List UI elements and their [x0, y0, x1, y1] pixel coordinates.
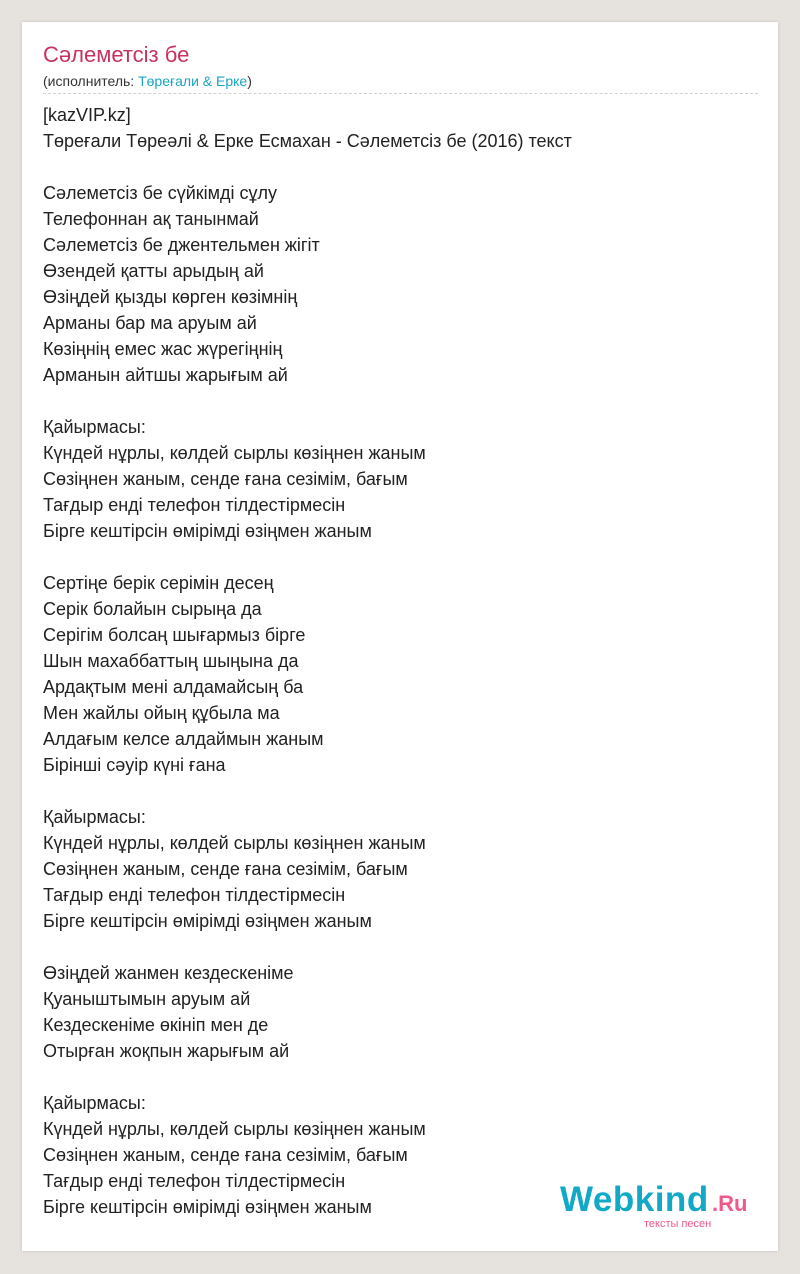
lyric-line: Шын махаббаттың шыңына да — [43, 651, 299, 671]
artist-prefix: (исполнитель: — [43, 73, 139, 89]
lyric-line: Көзіңнің емес жас жүрегіңнің — [43, 339, 283, 359]
lyric-line: Арманын айтшы жарығым ай — [43, 365, 288, 385]
lyric-line: Мен жайлы ойың құбыла ма — [43, 703, 280, 723]
lyric-line: Сөзіңнен жаным, сенде ғана сезімім, бағым — [43, 859, 408, 879]
stanza-gap — [43, 1064, 758, 1090]
header-divider — [43, 93, 758, 94]
stanza-gap — [43, 778, 758, 804]
stanza-gap — [43, 388, 758, 414]
lyric-line: Алдағым келсе алдаймын жаным — [43, 729, 324, 749]
lyric-line: Серігім болсаң шығармыз бірге — [43, 625, 306, 645]
lyric-line: Сөзіңнен жаным, сенде ғана сезімім, бағым — [43, 1145, 408, 1165]
stanza-gap — [43, 544, 758, 570]
lyric-line: Өзендей қатты арыдың ай — [43, 261, 264, 281]
lyric-line: Серік болайын сырыңа да — [43, 599, 262, 619]
webkind-logo[interactable] — [560, 1180, 760, 1230]
lyric-line: Күндей нұрлы, көлдей сырлы көзіңнен жаным — [43, 1119, 426, 1139]
stanza-gap — [43, 934, 758, 960]
lyric-line: Қайырмасы: — [43, 1093, 146, 1113]
lyrics-card — [22, 22, 778, 1251]
lyric-line: Бірге кештірсін өмірімді өзіңмен жаным — [43, 521, 372, 541]
lyric-line: Сөзіңнен жаным, сенде ғана сезімім, бағым — [43, 469, 408, 489]
lyric-line: Арманы бар ма аруым ай — [43, 313, 257, 333]
lyric-line: Төреғали Төреәлі & Ерке Есмахан - Сәлеметсіз бе (2016) текст — [43, 131, 572, 151]
lyric-line: Бірге кештірсін өмірімді өзіңмен жаным — [43, 1197, 372, 1217]
lyric-line: Қуаныштымын аруым ай — [43, 989, 251, 1009]
lyric-line: Сертіңе берік серімін десең — [43, 573, 274, 593]
artist-suffix: ) — [247, 73, 252, 89]
lyric-line: Тағдыр енді телефон тілдестірмесін — [43, 1171, 346, 1191]
lyric-line: Күндей нұрлы, көлдей сырлы көзіңнен жаным — [43, 443, 426, 463]
artist-line — [43, 73, 252, 89]
lyric-line: Ардақтым мені алдамайсың ба — [43, 677, 304, 697]
logo-tagline: тексты песен — [644, 1218, 712, 1230]
lyric-line: Күндей нұрлы, көлдей сырлы көзіңнен жаным — [43, 833, 426, 853]
lyric-line: Қайырмасы: — [43, 417, 146, 437]
stanza-gap — [43, 154, 758, 180]
lyric-line: Сәлеметсіз бе сүйкімді сұлу — [43, 183, 278, 203]
lyric-line: Бірге кештірсін өмірімді өзіңмен жаным — [43, 911, 372, 931]
logo-brand: Webkind — [560, 1180, 709, 1219]
lyrics-body — [43, 102, 758, 1220]
song-title: Сәлеметсіз бе — [43, 42, 190, 67]
lyric-line: Өзіңдей жанмен кездескеніме — [43, 963, 294, 983]
lyric-line: Бірінші сәуір күні ғана — [43, 755, 226, 775]
lyric-line: [kazVIP.kz] — [43, 105, 131, 125]
lyric-line: Тағдыр енді телефон тілдестірмесін — [43, 495, 346, 515]
lyric-line: Кездескеніме өкініп мен де — [43, 1015, 269, 1035]
lyric-line: Отырған жоқпын жарығым ай — [43, 1041, 290, 1061]
logo-tld: .Ru — [712, 1191, 748, 1216]
lyric-line: Қайырмасы: — [43, 807, 146, 827]
artist-link[interactable]: Төреғали & Ерке — [138, 73, 248, 89]
lyric-line: Өзіңдей қызды көрген көзімнің — [43, 287, 298, 307]
lyric-line: Сәлеметсіз бе джентельмен жігіт — [43, 235, 320, 255]
lyric-line: Тағдыр енді телефон тілдестірмесін — [43, 885, 346, 905]
lyric-line: Телефоннан ақ танынмай — [43, 209, 259, 229]
